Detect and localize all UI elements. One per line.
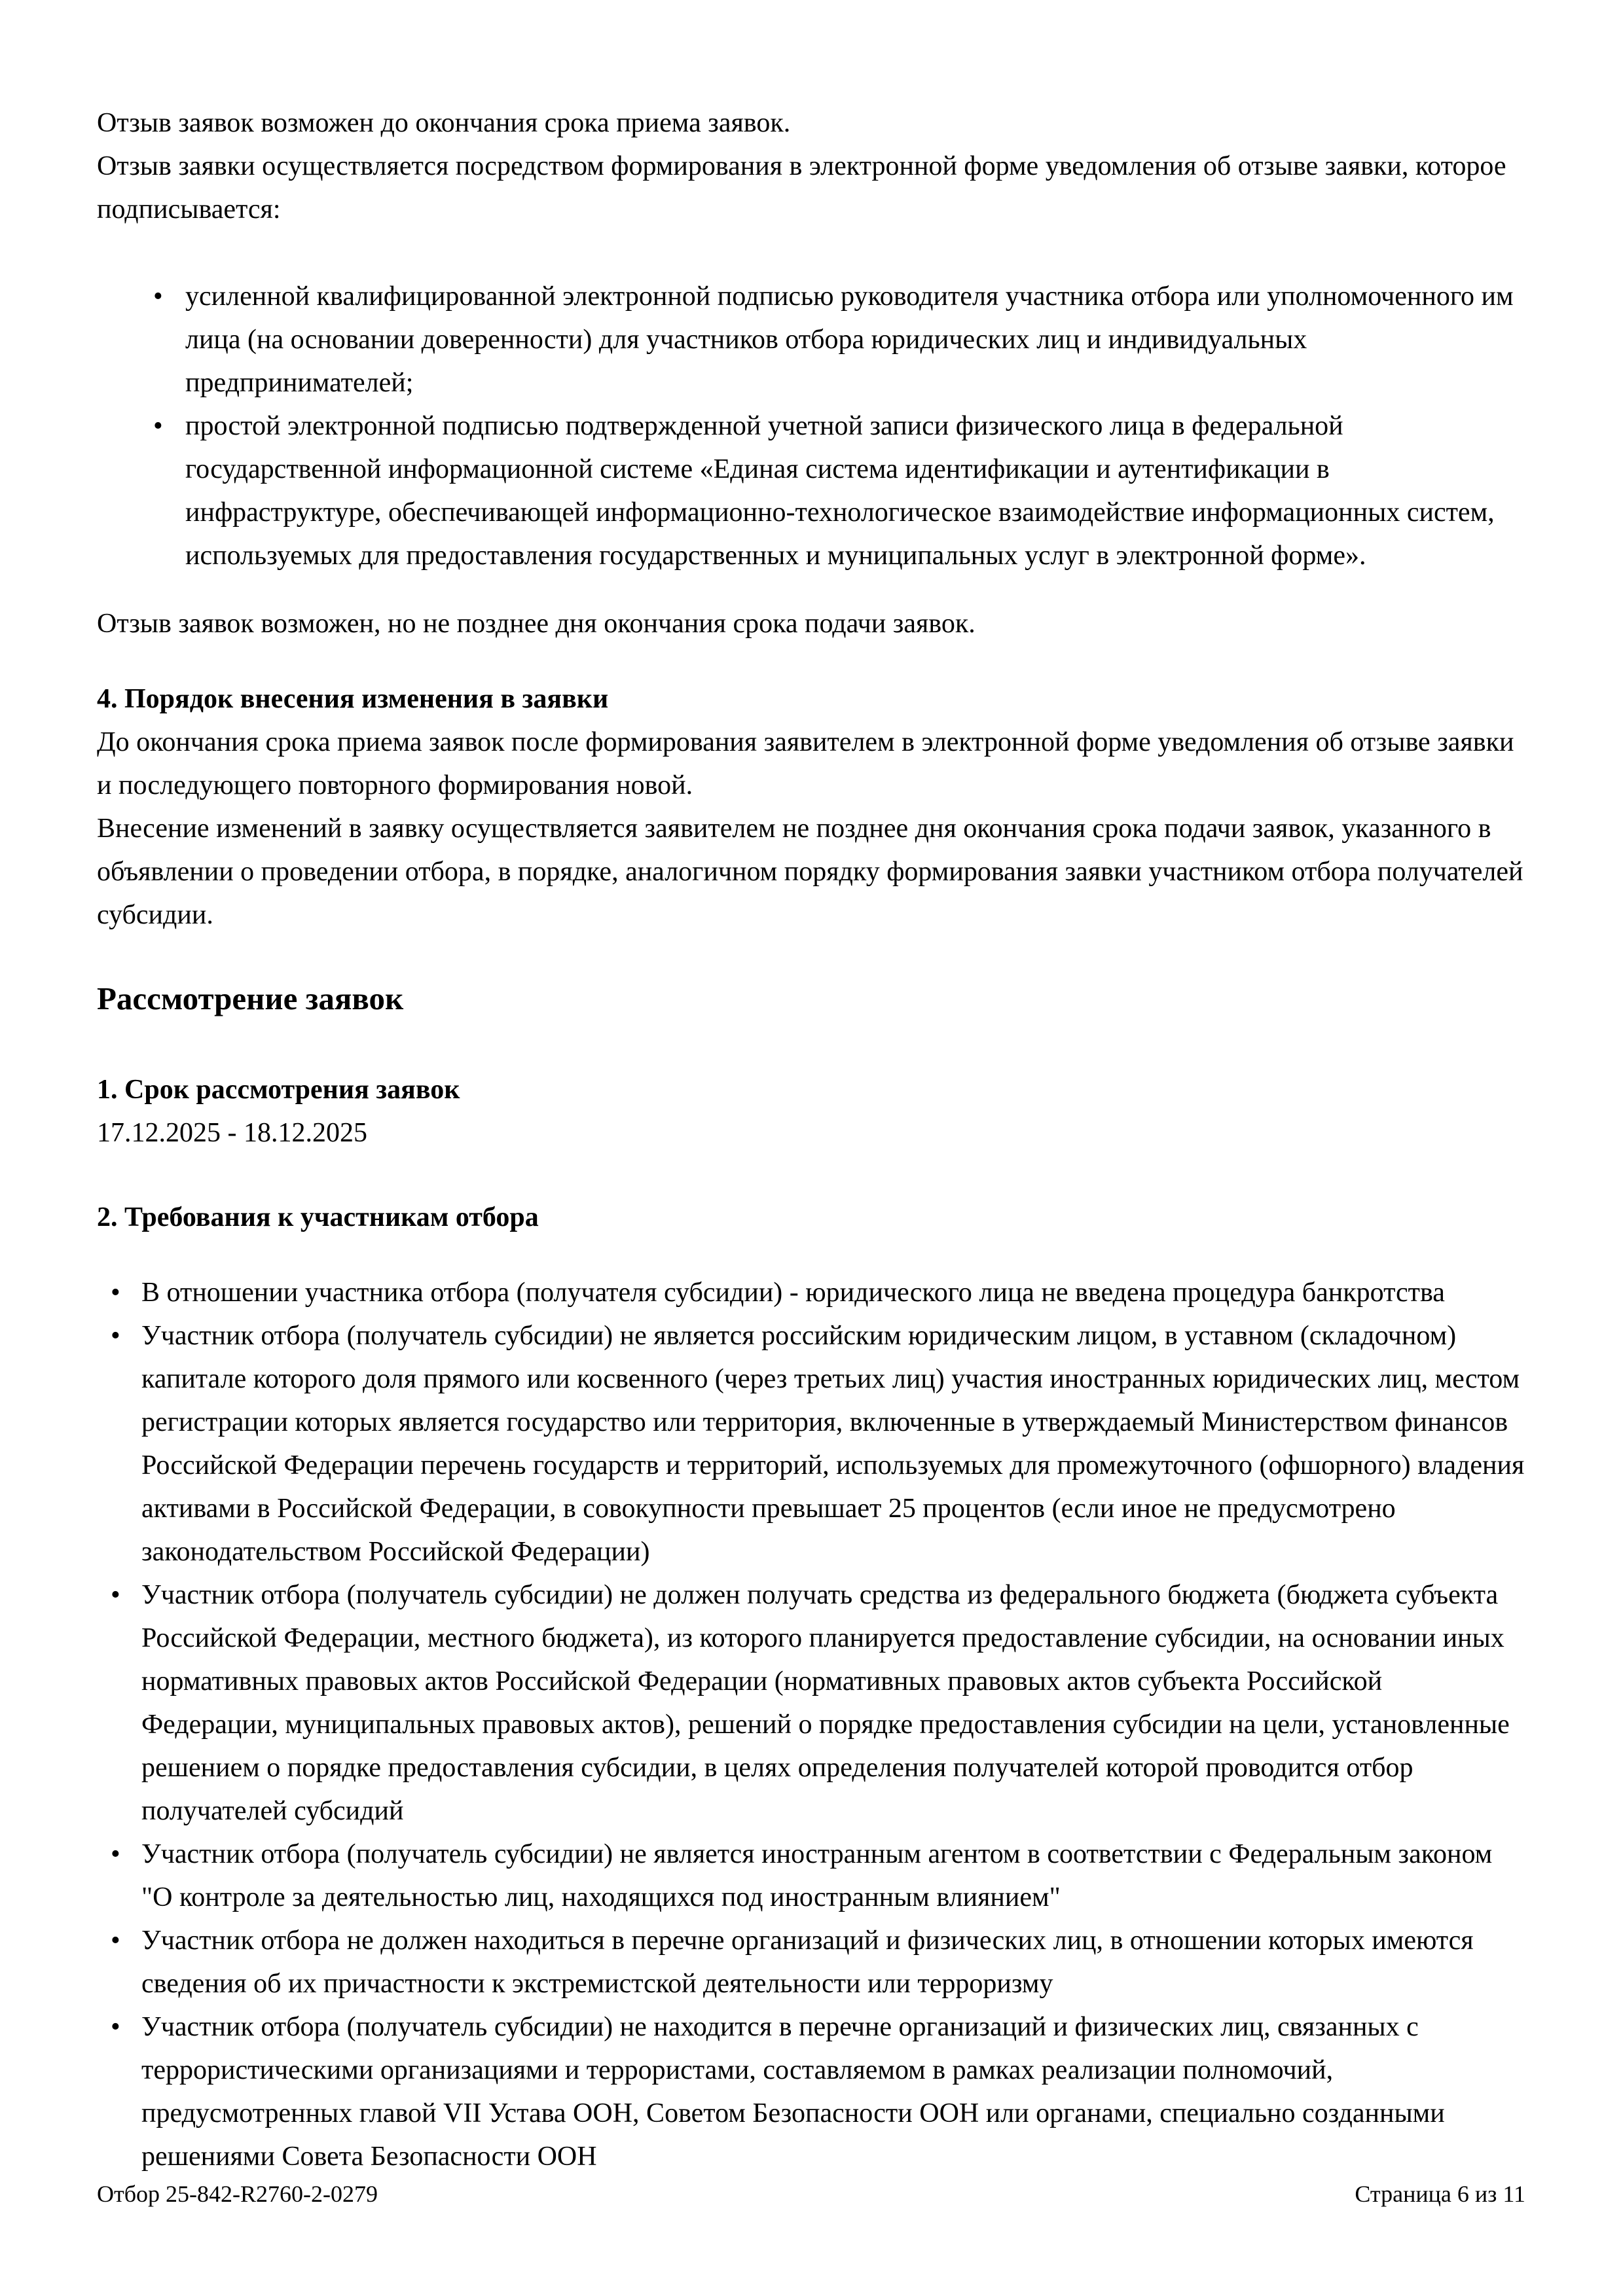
bullet-icon: • bbox=[111, 1321, 120, 1351]
requirements-list bbox=[97, 1271, 1525, 2178]
list-item bbox=[111, 1314, 1525, 1573]
list-item bbox=[111, 1833, 1525, 1919]
list-item-text: простой электронной подписью подтвержденной учетной записи физического лица в федеральной государственной информационной системе «Единая система идентификации и аутентификации в инфраструктуре, обеспечивающей информационно-технологическое взаимодействие информационных систем, используемых для предоставления государственных и муниципальных услуг в электронной форме». bbox=[185, 411, 1495, 571]
review-period-dates: 17.12.2025 - 18.12.2025 bbox=[97, 1118, 367, 1148]
section-4-heading: 4. Порядок внесения изменения в заявки bbox=[97, 684, 609, 714]
section-4-paragraph-1: До окончания срока приема заявок после формирования заявителем в электронной форме уведомления об отзыве заявки и последующего повторного формирования новой. bbox=[97, 727, 1514, 800]
list-item-text: Участник отбора (получатель субсидии) не является иностранным агентом в соответствии с Федеральным законом "О контроле за деятельностью лиц, находящихся под иностранным влиянием" bbox=[141, 1839, 1493, 1912]
page-footer bbox=[97, 2179, 1525, 2208]
bullet-icon: • bbox=[111, 2012, 120, 2042]
list-item-text: Участник отбора не должен находиться в перечне организаций и физических лиц, в отношении которых имеются сведения об их причастности к экстремистской деятельности или терроризму bbox=[141, 1926, 1474, 1999]
list-item bbox=[111, 2005, 1525, 2178]
list-item-text: В отношении участника отбора (получателя субсидии) - юридического лица не введена процедура банкротства bbox=[141, 1278, 1445, 1308]
paragraph-withdrawal-deadline: Отзыв заявок возможен, но не позднее дня окончания срока подачи заявок. bbox=[97, 609, 976, 639]
bullet-icon: • bbox=[153, 281, 163, 312]
signature-types-list bbox=[97, 275, 1525, 577]
review-section-heading: Рассмотрение заявок bbox=[97, 980, 404, 1016]
bullet-icon: • bbox=[111, 1926, 120, 1956]
footer-page-number: Страница 6 из 11 bbox=[1355, 2181, 1525, 2207]
list-item bbox=[111, 1919, 1525, 2005]
bullet-icon: • bbox=[111, 1278, 120, 1308]
list-item bbox=[111, 1573, 1525, 1833]
review-sub1-heading: 1. Срок рассмотрения заявок bbox=[97, 1075, 460, 1105]
section-4-paragraph-2: Внесение изменений в заявку осуществляется заявителем не позднее дня окончания срока подачи заявок, указанного в объявлении о проведении отбора, в порядке, аналогичном порядку формирования заявки участником отбора получателей субсидии. bbox=[97, 814, 1523, 930]
bullet-icon: • bbox=[111, 1580, 120, 1610]
list-item bbox=[111, 1271, 1525, 1314]
list-item bbox=[153, 275, 1525, 404]
list-item-text: усиленной квалифицированной электронной подписью руководителя участника отбора или уполномоченного им лица (на основании доверенности) для участников отбора юридических лиц и индивидуальных предпринимателей; bbox=[185, 281, 1514, 398]
list-item bbox=[153, 404, 1525, 577]
review-sub2-heading: 2. Требования к участникам отбора bbox=[97, 1202, 539, 1232]
list-item-text: Участник отбора (получатель субсидии) не находится в перечне организаций и физических лиц, связанных с террористическими организациями и террористами, составляемом в рамках реализации полномочий, предусмотренных главой VII Устава ООН, Советом Безопасности ООН или органами, специально созданными решениями Совета Безопасности ООН bbox=[141, 2012, 1445, 2172]
list-item-text: Участник отбора (получатель субсидии) не должен получать средства из федерального бюджета (бюджета субъекта Российской Федерации, местного бюджета), из которого планируется предоставление субсидии, на основании иных нормативных правовых актов Российской Федерации (нормативных правовых актов субъекта Российской Федерации, муниципальных правовых актов), решений о порядке предоставления субсидии на цели, установленные решением о порядке предоставления субсидии, в целях определения получателей которой проводится отбор получателей субсидий bbox=[141, 1580, 1510, 1826]
paragraph-withdrawal-possible: Отзыв заявок возможен до окончания срока приема заявок. bbox=[97, 108, 791, 138]
list-item-text: Участник отбора (получатель субсидии) не является российским юридическим лицом, в уставном (складочном) капитале которого доля прямого или косвенного (через третьих лиц) участия иностранных юридических лиц, местом регистрации которых является государство или территория, включенные в утверждаемый Министерством финансов Российской Федерации перечень государств и территорий, используемых для промежуточного (офшорного) владения активами в Российской Федерации, в совокупности превышает 25 процентов (если иное не предусмотрено законодательством Российской Федерации) bbox=[141, 1321, 1525, 1567]
bullet-icon: • bbox=[153, 411, 163, 441]
paragraph-withdrawal-procedure: Отзыв заявки осуществляется посредством формирования в электронной форме уведомления об отзыве заявки, которое подписывается: bbox=[97, 151, 1506, 224]
bullet-icon: • bbox=[111, 1839, 120, 1869]
footer-selection-id: Отбор 25-842-R2760-2-0279 bbox=[97, 2181, 378, 2207]
